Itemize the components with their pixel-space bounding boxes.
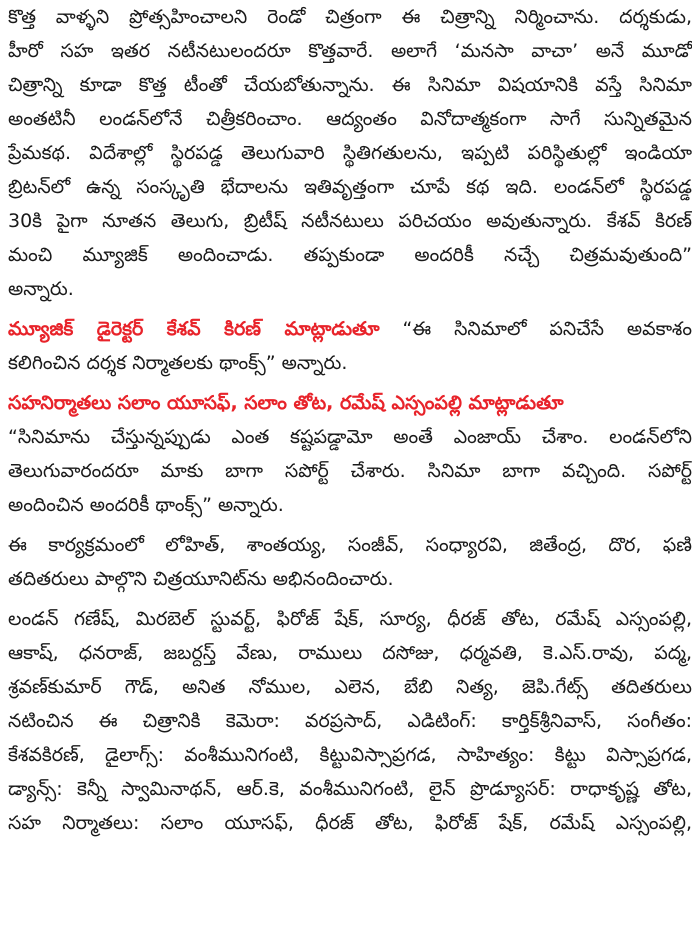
paragraph-producer-quote: [8, 0, 692, 306]
article-body: [8, 0, 692, 846]
text-line: నటించిన ఈ చిత్రానికి కెమెరా: వరప్రసాద్, ఎడిటింగ్: కార్తిక్‌శ్రీనివాస్, సంగీతం:: [8, 710, 692, 732]
text-line: బ్రిటన్‌లో ఉన్న సంస్కృతి భేదాలను ఇతివృత్తంగా చూపే కథ ఇది. లండన్‌లో స్థిరపడ్డ: [8, 176, 692, 198]
text-line: “సినిమాను చేస్తున్నప్పుడు ఎంత కష్టపడ్డామో అంతే ఎంజాయ్ చేశాం. లండన్‌లోని: [8, 426, 692, 448]
text-line: ఆకాష్, ధనరాజ్, జబర్దస్త్ వేణు, రాములు దసోజు, ధర్మవతి, కె.ఎస్.రావు, పద్మ,: [8, 642, 692, 664]
text-line: తెలుగువారందరూ మాకు బాగా సపోర్ట్ చేశారు. సినిమా బాగా వచ్చింది. సపోర్ట్: [8, 460, 692, 482]
paragraph-attendees: [8, 528, 692, 596]
text-line: అన్నారు.: [8, 278, 74, 300]
paragraph-cast-crew: [8, 602, 692, 840]
text-line: 30కి పైగా నూతన తెలుగు, బ్రిటీష్ నటీనటులు పరిచయం అవుతున్నారు. కేశవ్ కిరణ్: [8, 210, 692, 232]
text-line: డ్యాన్స్: కెన్నీ స్వామినాథన్, ఆర్.కె, వంశీమునిగంటి, లైన్ ప్రొడ్యూసర్: రాధాకృష్ణ తోట,: [8, 778, 692, 800]
text-line: [8, 312, 692, 346]
speaker-highlight: సహనిర్మాతలు సలాం యూసఫ్, సలాం తోట, రమేష్ ఎస్సంపల్లి మాట్లాడుతూ: [8, 392, 564, 414]
paragraph-co-producers: [8, 386, 692, 522]
text-line: అందించిన అందరికీ థాంక్స్” అన్నారు.: [8, 494, 284, 516]
text-line: కేశవకిరణ్, డైలాగ్స్: వంశీమునిగంటి, కిట్టువిస్సాప్రగడ, సాహిత్యం: కిట్టు విస్సాప్రగడ,: [8, 744, 692, 766]
text-line: కలిగించిన దర్శక నిర్మాతలకు థాంక్స్” అన్నారు.: [8, 352, 348, 374]
quote-text: “ఈ సినిమాలో పనిచేసే అవకాశం: [379, 318, 692, 340]
text-line: సహ నిర్మాతలు: సలాం యూసఫ్, ధీరజ్ తోట, ఫిరోజ్ షేక్, రమేష్ ఎస్సంపల్లి,: [8, 812, 692, 834]
text-line: చిత్రాన్ని కూడా కొత్త టీంతో చేయబోతున్నాను. ఈ సినిమా విషయానికి వస్తే సినిమా: [8, 74, 692, 96]
text-line: లండన్ గణేష్, మిరబెల్ స్టువర్ట్, ఫిరోజ్ షేక్, సూర్య, ధీరజ్ తోట, రమేష్ ఎస్సంపల్లి,: [8, 608, 692, 630]
text-line: అంతటినీ లండన్‌లోనే చిత్రీకరించాం. ఆద్యంతం వినోదాత్మకంగా సాగే సున్నితమైన: [8, 108, 692, 130]
text-line: మంచి మ్యూజిక్ అందించాడు. తప్పకుండా అందరికీ నచ్చే చిత్రమవుతుంది”: [8, 244, 692, 266]
text-line: తదితరులు పాల్గొని చిత్రయూనిట్‌ను అభినందించారు.: [8, 568, 394, 590]
text-line: ఈ కార్యక్రమంలో లోహిత్, శాంతయ్య, సంజీవ్, సంధ్యారవి, జితేంద్ర, దొర, ఫణి: [8, 534, 692, 556]
text-line: హీరో సహ ఇతర నటీనటులందరూ కొత్తవారే. అలాగే ‘మనసా వాచా’ అనే మూడో: [8, 40, 692, 62]
paragraph-music-director: [8, 312, 692, 380]
text-line: కొత్త వాళ్ళని ప్రోత్సహించాలని రెండో చిత్రంగా ఈ చిత్రాన్ని నిర్మించాను. దర్శకుడు,: [8, 6, 692, 28]
speaker-highlight: మ్యూజిక్ డైరెక్టర్ కేశవ్ కిరణ్ మాట్లాడుతూ: [8, 318, 380, 340]
text-line: ప్రేమకథ. విదేశాల్లో స్థిరపడ్డ తెలుగువారి స్థితిగతులను, ఇప్పటి పరిస్థితుల్లో ఇండియా: [8, 142, 692, 164]
text-line: శ్రవణ్‌కుమార్ గౌడ్, అనిత నోముల, ఎలెన, బేబి నిత్య, జెపి.గేట్స్ తదితరులు: [8, 676, 692, 698]
